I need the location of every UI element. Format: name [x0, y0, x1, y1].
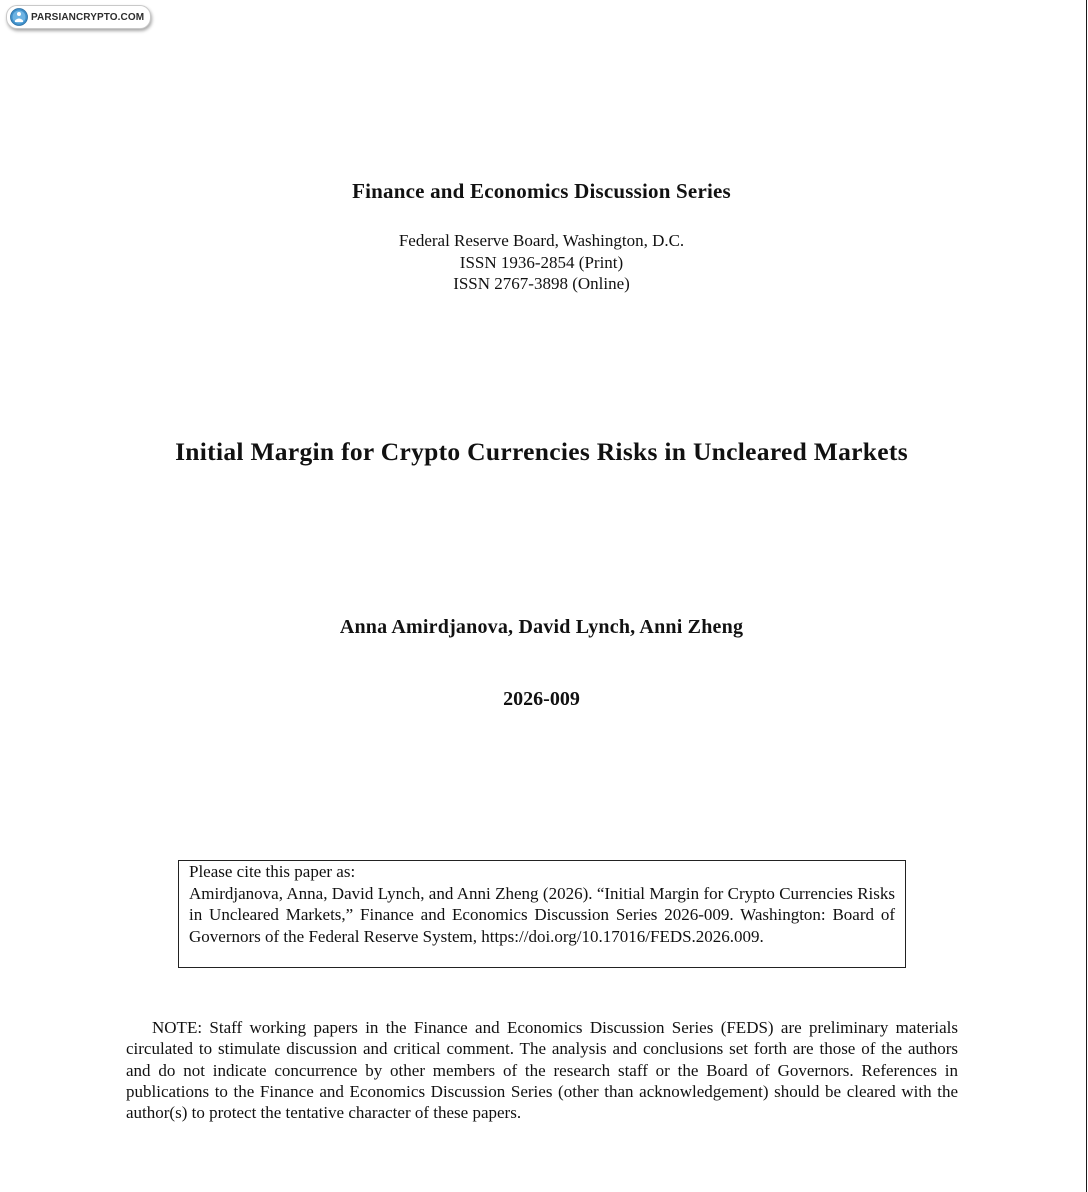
paper-authors: Anna Amirdjanova, David Lynch, Anni Zheng [339, 616, 744, 638]
citation-box [178, 860, 906, 968]
publisher-line: Federal Reserve Board, Washington, D.C. [398, 231, 685, 250]
paper-title: Initial Margin for Crypto Currencies Risks in Uncleared Markets [175, 437, 908, 466]
citation-heading: Please cite this paper as: [189, 862, 356, 881]
parsiancrypto-watermark[interactable] [6, 5, 151, 29]
parsiancrypto-logo-icon [10, 8, 28, 26]
series-title: Finance and Economics Discussion Series [352, 179, 731, 203]
citation-text: Amirdjanova, Anna, David Lynch, and Anni Zheng (2026). “Initial Margin for Crypto Currencies Risks in Uncleared Markets,” Finance and Economics Discussion Series 2026-009. Washington: Board of Governors of the Federal Reserve System, https://doi.org/10.17016/FEDS.2026.009. [189, 883, 895, 946]
watermark-text: PARSIANCRYPTO.COM [31, 11, 145, 23]
page-edge-line [1086, 0, 1087, 1192]
paper-number: 2026-009 [503, 688, 580, 710]
issn-print: ISSN 1936-2854 (Print) [459, 252, 624, 272]
issn-online: ISSN 2767-3898 (Online) [453, 274, 630, 293]
publisher-block [0, 230, 1083, 295]
staff-note: NOTE: Staff working papers in the Finance and Economics Discussion Series (FEDS) are preliminary materials circulated to stimulate discussion and critical comment. The analysis and conclusions set forth are those of the authors and do not indicate concurrence by other members of the research staff or the Board of Governors. References in publications to the Finance and Economics Discussion Series (other than acknowledgement) should be cleared with the author(s) to protect the tentative character of these papers. [126, 1018, 958, 1123]
